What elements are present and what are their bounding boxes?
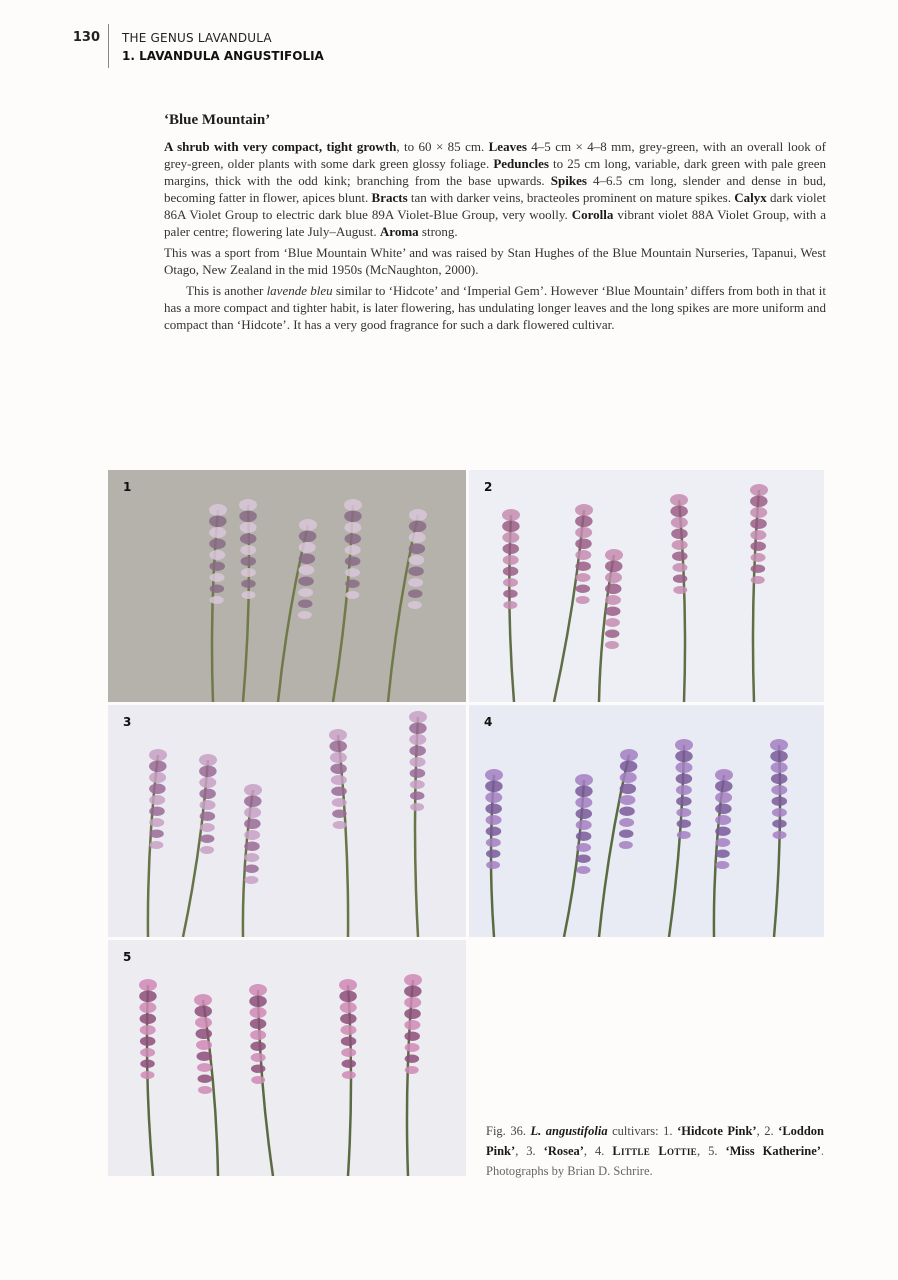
- photo-plate-1: [108, 470, 466, 702]
- lavender-stem: [770, 739, 788, 937]
- running-head-species: 1. LAVANDULA ANGUSTIFOLIA: [122, 49, 324, 63]
- term-peduncles: Peduncles: [493, 156, 549, 171]
- caption-text: , 3.: [515, 1144, 544, 1158]
- lavender-stem: [485, 769, 503, 937]
- plate-number: 1: [123, 480, 132, 494]
- cultivar-description: [164, 138, 826, 240]
- lavender-stem: [339, 979, 357, 1176]
- photo-credit: . Photographs by Brian D. Schrire.: [486, 1144, 825, 1178]
- lavender-stem: [249, 984, 273, 1176]
- caption-text: cultivars: 1.: [607, 1124, 678, 1138]
- caption-text: , 5.: [696, 1144, 726, 1158]
- caption-text: , 4.: [583, 1144, 613, 1158]
- lavender-photo-5: [108, 940, 466, 1176]
- figure-caption: [486, 1121, 824, 1181]
- term-aroma: Aroma: [379, 224, 419, 239]
- comparison-text: This is another: [186, 283, 267, 298]
- header-divider: [108, 24, 109, 68]
- description-text: , to 60 × 85 cm.: [396, 139, 489, 154]
- cultivar-title: ‘Blue Mountain’: [164, 112, 271, 128]
- description-text: 4–5 cm × 4–8 mm, grey-green, with an overall look of grey-green, older plants with some dark green glossy foliage.: [164, 139, 826, 171]
- lavender-stem: [554, 504, 593, 702]
- lavender-stem: [670, 494, 688, 702]
- caption-cultivar-2: ‘Loddon Pink’: [486, 1124, 825, 1158]
- caption-cultivar-5: ‘Miss Katherine’: [725, 1144, 821, 1158]
- photo-plate-3: [108, 705, 466, 937]
- cultivar-entry: [164, 112, 826, 337]
- plate-number: 2: [484, 480, 493, 494]
- running-head-genus: THE GENUS LAVANDULA: [122, 31, 272, 45]
- plate-number: 4: [484, 715, 493, 729]
- plate-number: 3: [123, 715, 132, 729]
- description-text: tan with darker veins, bracteoles prominent on mature spikes.: [407, 190, 735, 205]
- lavender-stem: [333, 499, 362, 702]
- comparison-italic: lavende bleu: [266, 283, 333, 298]
- term-corolla: Corolla: [571, 207, 614, 222]
- lavender-stem: [404, 974, 422, 1176]
- term-bracts: Bracts: [371, 190, 408, 205]
- lavender-stem: [329, 729, 348, 937]
- description-text: 4–6.5 cm long, slender and dense in bud, becoming fatter in flower, apices blunt.: [164, 173, 827, 205]
- lavender-stem: [183, 754, 217, 937]
- term-calyx: Calyx: [734, 190, 767, 205]
- lavender-stem: [714, 769, 733, 937]
- lavender-stem: [669, 739, 693, 937]
- plate-number: 5: [123, 950, 132, 964]
- lavender-stem: [209, 504, 227, 702]
- page-number: 130: [72, 30, 100, 45]
- running-head: [0, 0, 898, 70]
- description-lead: A shrub with very compact, tight growth: [164, 139, 397, 154]
- caption-text: , 2.: [756, 1124, 779, 1138]
- description-text: dark violet 86A Violet Group to electric dark blue 89A Violet-Blue Group, very woolly.: [164, 190, 826, 222]
- caption-cultivar-3: ‘Rosea’: [543, 1144, 584, 1158]
- lavender-photo-4: [469, 705, 824, 937]
- term-leaves: Leaves: [488, 139, 527, 154]
- lavender-stem: [278, 519, 317, 702]
- photo-plate-5: [108, 940, 466, 1176]
- term-spikes: Spikes: [550, 173, 587, 188]
- history-paragraph: This was a sport from ‘Blue Mountain White’ and was raised by Stan Hughes of the Blue Mountain Nurseries, Tapanui, West Otago, New Zealand in the mid 1950s (McNaughton, 2000).: [164, 245, 826, 277]
- caption-fig-label: Fig. 36.: [486, 1124, 531, 1138]
- lavender-stem: [239, 499, 257, 702]
- lavender-stem: [502, 509, 520, 702]
- description-text: vibrant violet 88A Violet Group, with a paler centre; flowering late July–August.: [164, 207, 826, 239]
- lavender-stem: [139, 979, 157, 1176]
- caption-cultivar-1: ‘Hidcote Pink’: [677, 1124, 757, 1138]
- lavender-stem: [599, 549, 623, 702]
- lavender-stem: [243, 784, 262, 937]
- lavender-photo-2: [469, 470, 824, 702]
- photo-plate-2: [469, 470, 824, 702]
- caption-species: L. angustifolia: [530, 1124, 608, 1138]
- photo-plate-4: [469, 705, 824, 937]
- comparison-paragraph: [164, 282, 826, 333]
- lavender-photo-3: [108, 705, 466, 937]
- caption-cultivar-4: Little Lottie: [612, 1144, 697, 1158]
- lavender-stem: [409, 711, 427, 937]
- description-text: to 25 cm long, variable, dark green with pale green margins, thick with the odd kink; branching from the base upwards.: [164, 156, 827, 188]
- lavender-stem: [599, 749, 638, 937]
- lavender-stem: [564, 774, 593, 937]
- lavender-stem: [148, 749, 167, 937]
- lavender-stem: [388, 509, 427, 702]
- lavender-stem: [750, 484, 768, 702]
- lavender-photo-1: [108, 470, 466, 702]
- comparison-text: similar to ‘Hidcote’ and ‘Imperial Gem’. However ‘Blue Mountain’ differs from both in that it has a more compact and tighter habit, is later flowering, has undulating longer leaves and the long spikes are more uniform and compact than ‘Hidcote’. It has a very good fragrance for such a dark flowered cultivar.: [164, 283, 826, 332]
- lavender-stem: [194, 994, 218, 1176]
- description-text: strong.: [418, 224, 458, 239]
